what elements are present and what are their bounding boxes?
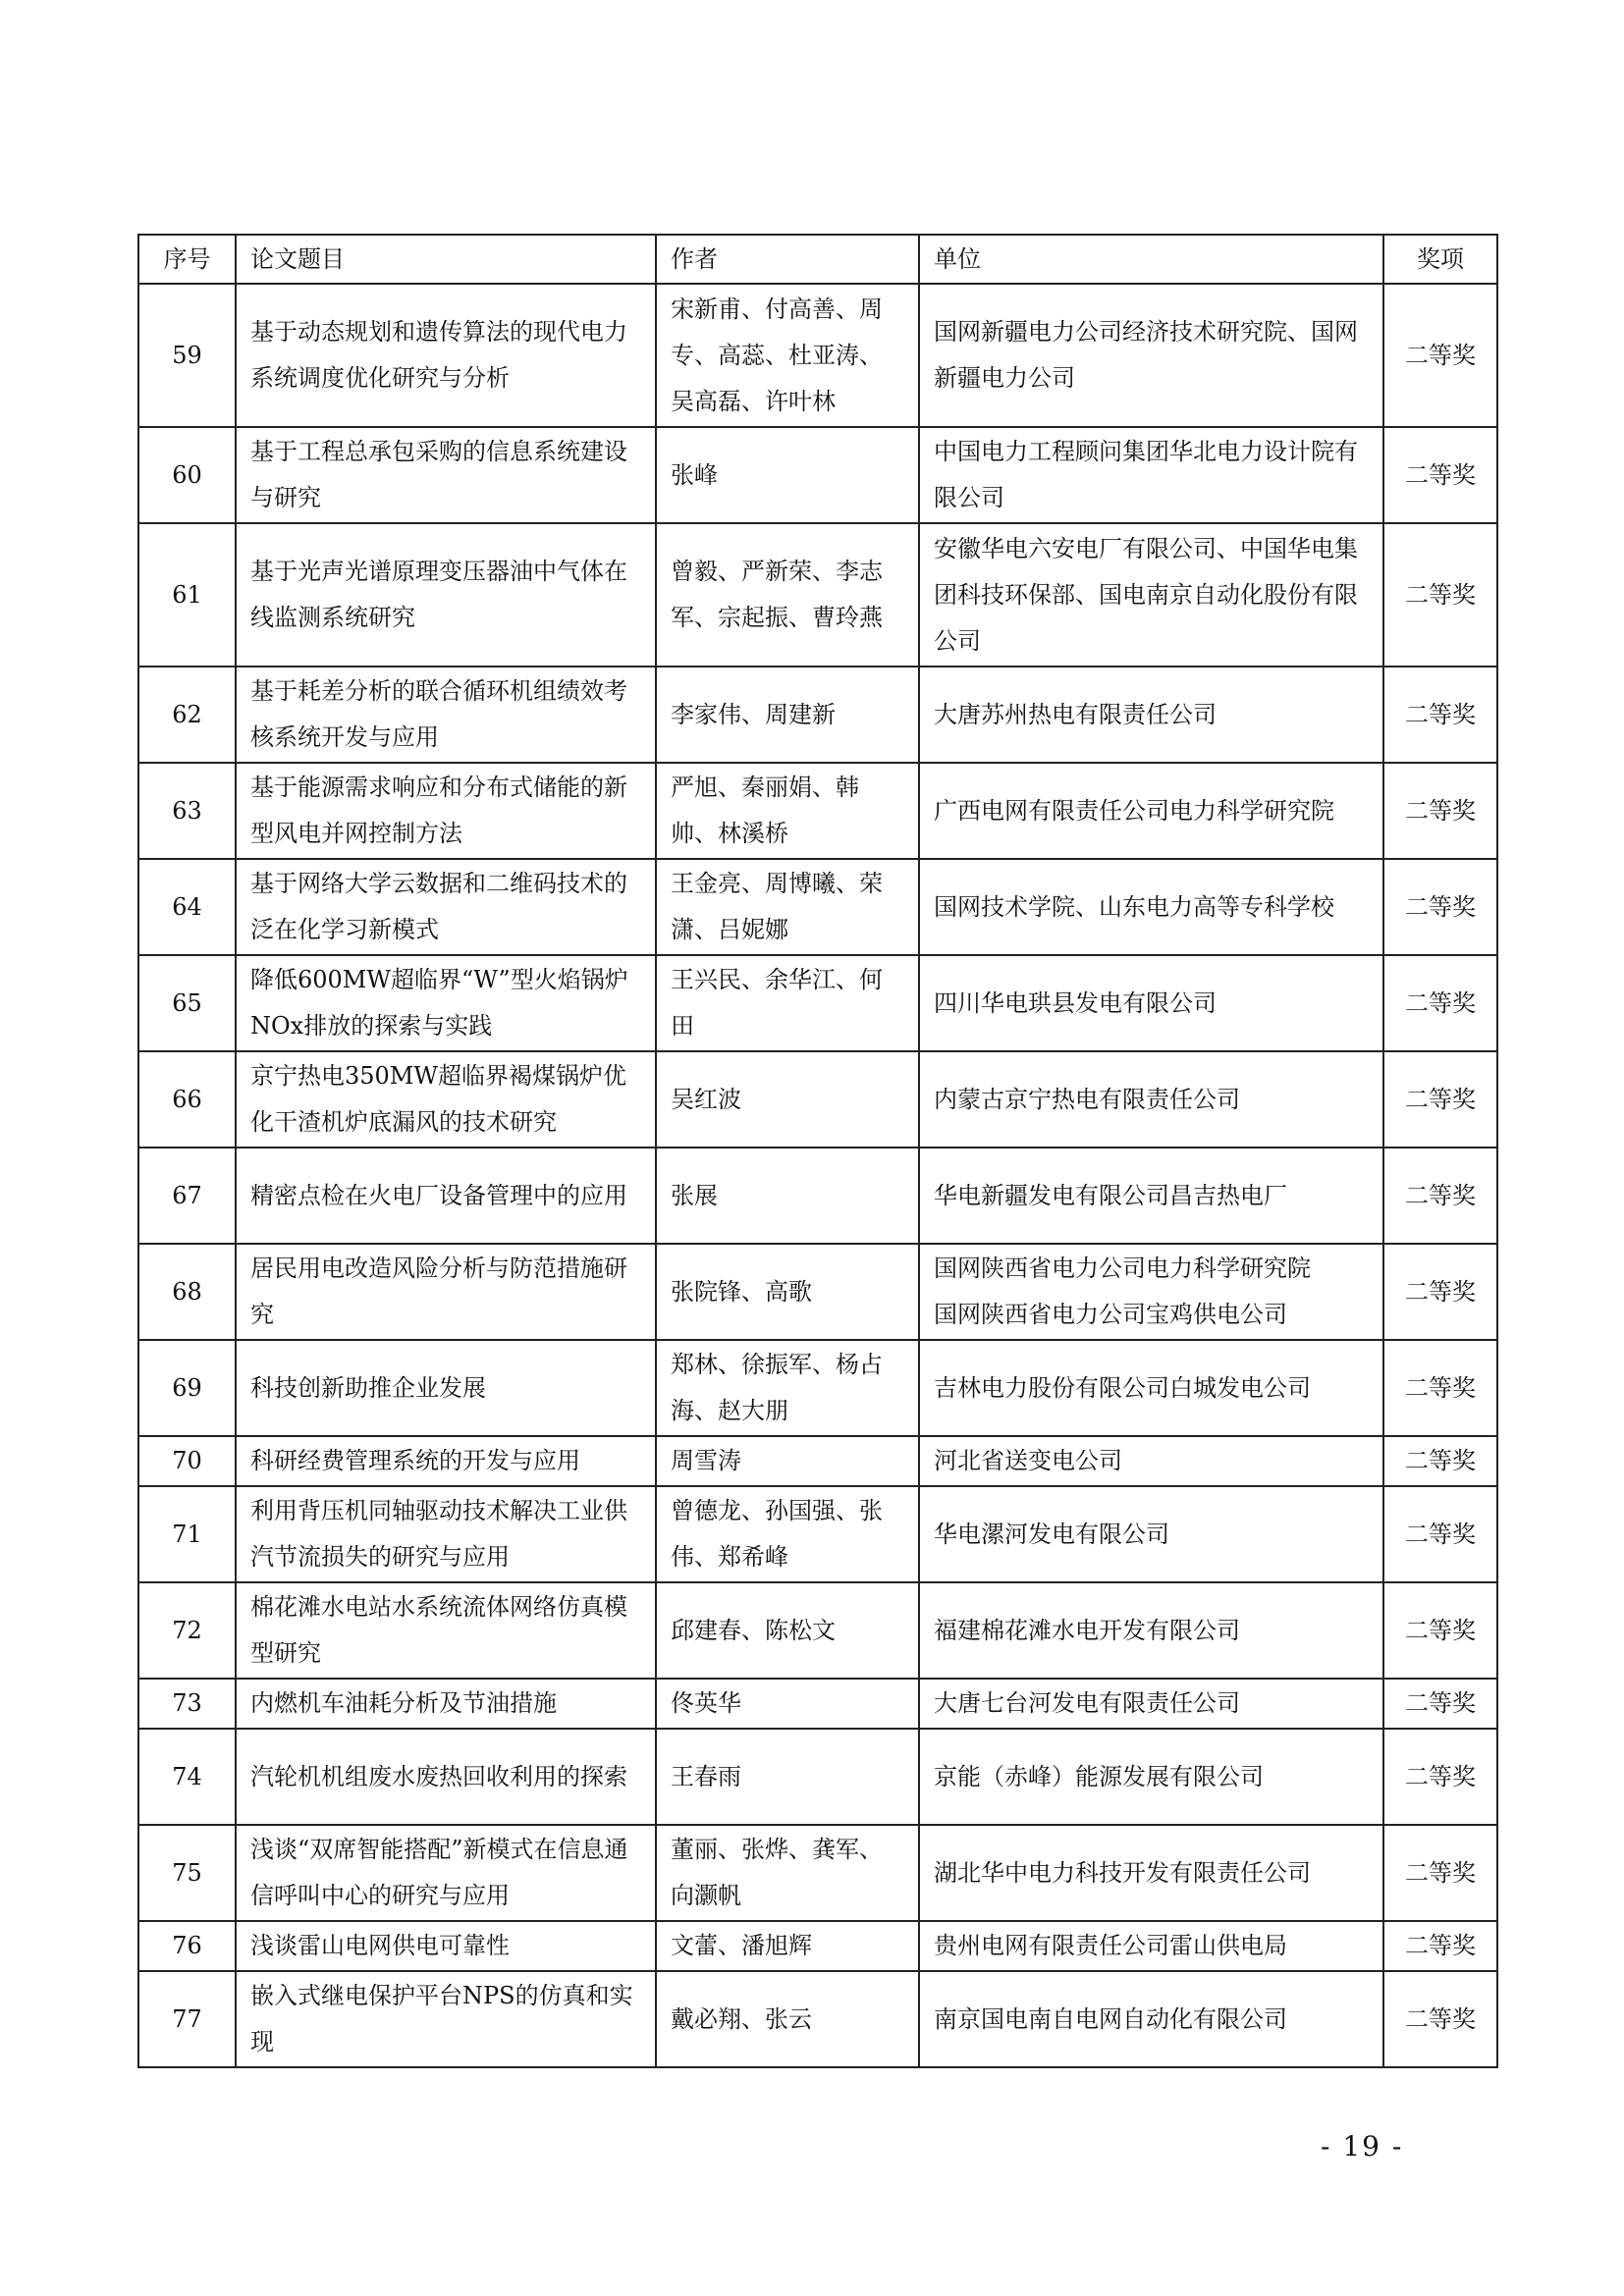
cell-number: 68 (138, 1244, 236, 1340)
cell-title: 京宁热电350MW超临界褐煤锅炉优化干渣机炉底漏风的技术研究 (236, 1051, 656, 1148)
cell-unit: 四川华电珙县发电有限公司 (919, 955, 1383, 1051)
cell-award: 二等奖 (1383, 1244, 1497, 1340)
cell-award: 二等奖 (1383, 1679, 1497, 1729)
cell-award: 二等奖 (1383, 523, 1497, 667)
cell-authors: 戴必翔、张云 (656, 1971, 919, 2067)
cell-number: 59 (138, 284, 236, 427)
table-row (138, 427, 1497, 523)
table-row (138, 523, 1497, 667)
cell-authors: 张院锋、高歌 (656, 1244, 919, 1340)
cell-unit: 大唐苏州热电有限责任公司 (919, 667, 1383, 763)
cell-award: 二等奖 (1383, 763, 1497, 859)
table-header-row (138, 235, 1497, 284)
header-title: 论文题目 (236, 235, 656, 284)
cell-award: 二等奖 (1383, 1340, 1497, 1436)
cell-authors: 宋新甫、付高善、周专、高蕊、杜亚涛、吴高磊、许叶林 (656, 284, 919, 427)
header-author: 作者 (656, 235, 919, 284)
cell-title: 内燃机车油耗分析及节油措施 (236, 1679, 656, 1729)
cell-award: 二等奖 (1383, 955, 1497, 1051)
cell-number: 62 (138, 667, 236, 763)
cell-unit: 内蒙古京宁热电有限责任公司 (919, 1051, 1383, 1148)
table-row (138, 1729, 1497, 1825)
cell-title: 基于耗差分析的联合循环机组绩效考核系统开发与应用 (236, 667, 656, 763)
cell-authors: 周雪涛 (656, 1436, 919, 1486)
cell-authors: 王春雨 (656, 1729, 919, 1825)
cell-authors: 吴红波 (656, 1051, 919, 1148)
cell-number: 73 (138, 1679, 236, 1729)
table-row (138, 1582, 1497, 1679)
cell-authors: 王金亮、周博曦、荣潇、吕妮娜 (656, 859, 919, 955)
cell-authors: 曾德龙、孙国强、张伟、郑希峰 (656, 1486, 919, 1582)
cell-title: 精密点检在火电厂设备管理中的应用 (236, 1148, 656, 1244)
cell-unit: 河北省送变电公司 (919, 1436, 1383, 1486)
cell-title: 浅谈“双席智能搭配”新模式在信息通信呼叫中心的研究与应用 (236, 1825, 656, 1921)
table-row (138, 955, 1497, 1051)
page-number: - 19 - (1321, 2130, 1404, 2163)
cell-authors: 张峰 (656, 427, 919, 523)
cell-award: 二等奖 (1383, 427, 1497, 523)
cell-title: 居民用电改造风险分析与防范措施研究 (236, 1244, 656, 1340)
cell-title: 降低600MW超临界“W”型火焰锅炉NOx排放的探索与实践 (236, 955, 656, 1051)
cell-number: 61 (138, 523, 236, 667)
cell-award: 二等奖 (1383, 1971, 1497, 2067)
cell-unit: 安徽华电六安电厂有限公司、中国华电集团科技环保部、国电南京自动化股份有限公司 (919, 523, 1383, 667)
cell-unit: 国网新疆电力公司经济技术研究院、国网新疆电力公司 (919, 284, 1383, 427)
cell-title: 基于能源需求响应和分布式储能的新型风电并网控制方法 (236, 763, 656, 859)
cell-award: 二等奖 (1383, 1921, 1497, 1971)
table-row (138, 1148, 1497, 1244)
cell-number: 72 (138, 1582, 236, 1679)
table-row (138, 1436, 1497, 1486)
cell-authors: 张展 (656, 1148, 919, 1244)
cell-title: 基于工程总承包采购的信息系统建设与研究 (236, 427, 656, 523)
cell-authors: 李家伟、周建新 (656, 667, 919, 763)
cell-unit: 中国电力工程顾问集团华北电力设计院有限公司 (919, 427, 1383, 523)
cell-award: 二等奖 (1383, 1436, 1497, 1486)
table-row (138, 667, 1497, 763)
cell-unit: 南京国电南自电网自动化有限公司 (919, 1971, 1383, 2067)
cell-number: 70 (138, 1436, 236, 1486)
table-row (138, 284, 1497, 427)
cell-award: 二等奖 (1383, 1825, 1497, 1921)
table-row (138, 1971, 1497, 2067)
cell-unit: 广西电网有限责任公司电力科学研究院 (919, 763, 1383, 859)
cell-title: 基于动态规划和遗传算法的现代电力系统调度优化研究与分析 (236, 284, 656, 427)
award-table (137, 234, 1498, 2068)
cell-title: 科研经费管理系统的开发与应用 (236, 1436, 656, 1486)
cell-authors: 董丽、张烨、龚军、向灏帆 (656, 1825, 919, 1921)
cell-award: 二等奖 (1383, 1729, 1497, 1825)
table-row (138, 1340, 1497, 1436)
cell-award: 二等奖 (1383, 284, 1497, 427)
cell-number: 77 (138, 1971, 236, 2067)
cell-title: 汽轮机机组废水废热回收利用的探索 (236, 1729, 656, 1825)
cell-authors: 佟英华 (656, 1679, 919, 1729)
cell-unit: 福建棉花滩水电开发有限公司 (919, 1582, 1383, 1679)
cell-title: 嵌入式继电保护平台NPS的仿真和实现 (236, 1971, 656, 2067)
table-row (138, 1921, 1497, 1971)
table-row (138, 763, 1497, 859)
cell-title: 浅谈雷山电网供电可靠性 (236, 1921, 656, 1971)
cell-number: 71 (138, 1486, 236, 1582)
cell-number: 67 (138, 1148, 236, 1244)
cell-number: 65 (138, 955, 236, 1051)
cell-unit: 国网技术学院、山东电力高等专科学校 (919, 859, 1383, 955)
cell-unit: 华电新疆发电有限公司昌吉热电厂 (919, 1148, 1383, 1244)
cell-number: 74 (138, 1729, 236, 1825)
cell-title: 基于光声光谱原理变压器油中气体在线监测系统研究 (236, 523, 656, 667)
table-row (138, 1825, 1497, 1921)
header-unit: 单位 (919, 235, 1383, 284)
cell-award: 二等奖 (1383, 667, 1497, 763)
cell-authors: 严旭、秦丽娟、韩帅、林溪桥 (656, 763, 919, 859)
cell-title: 棉花滩水电站水系统流体网络仿真模型研究 (236, 1582, 656, 1679)
cell-unit-line: 国网陕西省电力公司宝鸡供电公司 (934, 1301, 1287, 1328)
cell-unit: 湖北华中电力科技开发有限责任公司 (919, 1825, 1383, 1921)
cell-award: 二等奖 (1383, 1148, 1497, 1244)
cell-award: 二等奖 (1383, 1051, 1497, 1148)
cell-authors: 邱建春、陈松文 (656, 1582, 919, 1679)
header-award: 奖项 (1383, 235, 1497, 284)
cell-unit: 华电漯河发电有限公司 (919, 1486, 1383, 1582)
cell-number: 66 (138, 1051, 236, 1148)
cell-unit-line: 国网陕西省电力公司电力科学研究院 (934, 1255, 1311, 1282)
cell-authors: 曾毅、严新荣、李志军、宗起振、曹玲燕 (656, 523, 919, 667)
header-number: 序号 (138, 235, 236, 284)
cell-authors: 王兴民、余华江、何田 (656, 955, 919, 1051)
cell-unit: 贵州电网有限责任公司雷山供电局 (919, 1921, 1383, 1971)
cell-unit: 京能（赤峰）能源发展有限公司 (919, 1729, 1383, 1825)
cell-number: 60 (138, 427, 236, 523)
cell-authors: 文蕾、潘旭辉 (656, 1921, 919, 1971)
table-row (138, 1051, 1497, 1148)
cell-title: 科技创新助推企业发展 (236, 1340, 656, 1436)
table-row (138, 1486, 1497, 1582)
cell-unit: 大唐七台河发电有限责任公司 (919, 1679, 1383, 1729)
cell-award: 二等奖 (1383, 859, 1497, 955)
cell-title: 利用背压机同轴驱动技术解决工业供汽节流损失的研究与应用 (236, 1486, 656, 1582)
cell-number: 76 (138, 1921, 236, 1971)
cell-award: 二等奖 (1383, 1486, 1497, 1582)
table-row (138, 859, 1497, 955)
cell-authors: 郑林、徐振军、杨占海、赵大朋 (656, 1340, 919, 1436)
cell-number: 69 (138, 1340, 236, 1436)
cell-number: 75 (138, 1825, 236, 1921)
cell-unit (919, 1244, 1383, 1340)
cell-unit: 吉林电力股份有限公司白城发电公司 (919, 1340, 1383, 1436)
cell-title: 基于网络大学云数据和二维码技术的泛在化学习新模式 (236, 859, 656, 955)
cell-award: 二等奖 (1383, 1582, 1497, 1679)
cell-number: 63 (138, 763, 236, 859)
table-row (138, 1679, 1497, 1729)
table-row (138, 1244, 1497, 1340)
cell-number: 64 (138, 859, 236, 955)
